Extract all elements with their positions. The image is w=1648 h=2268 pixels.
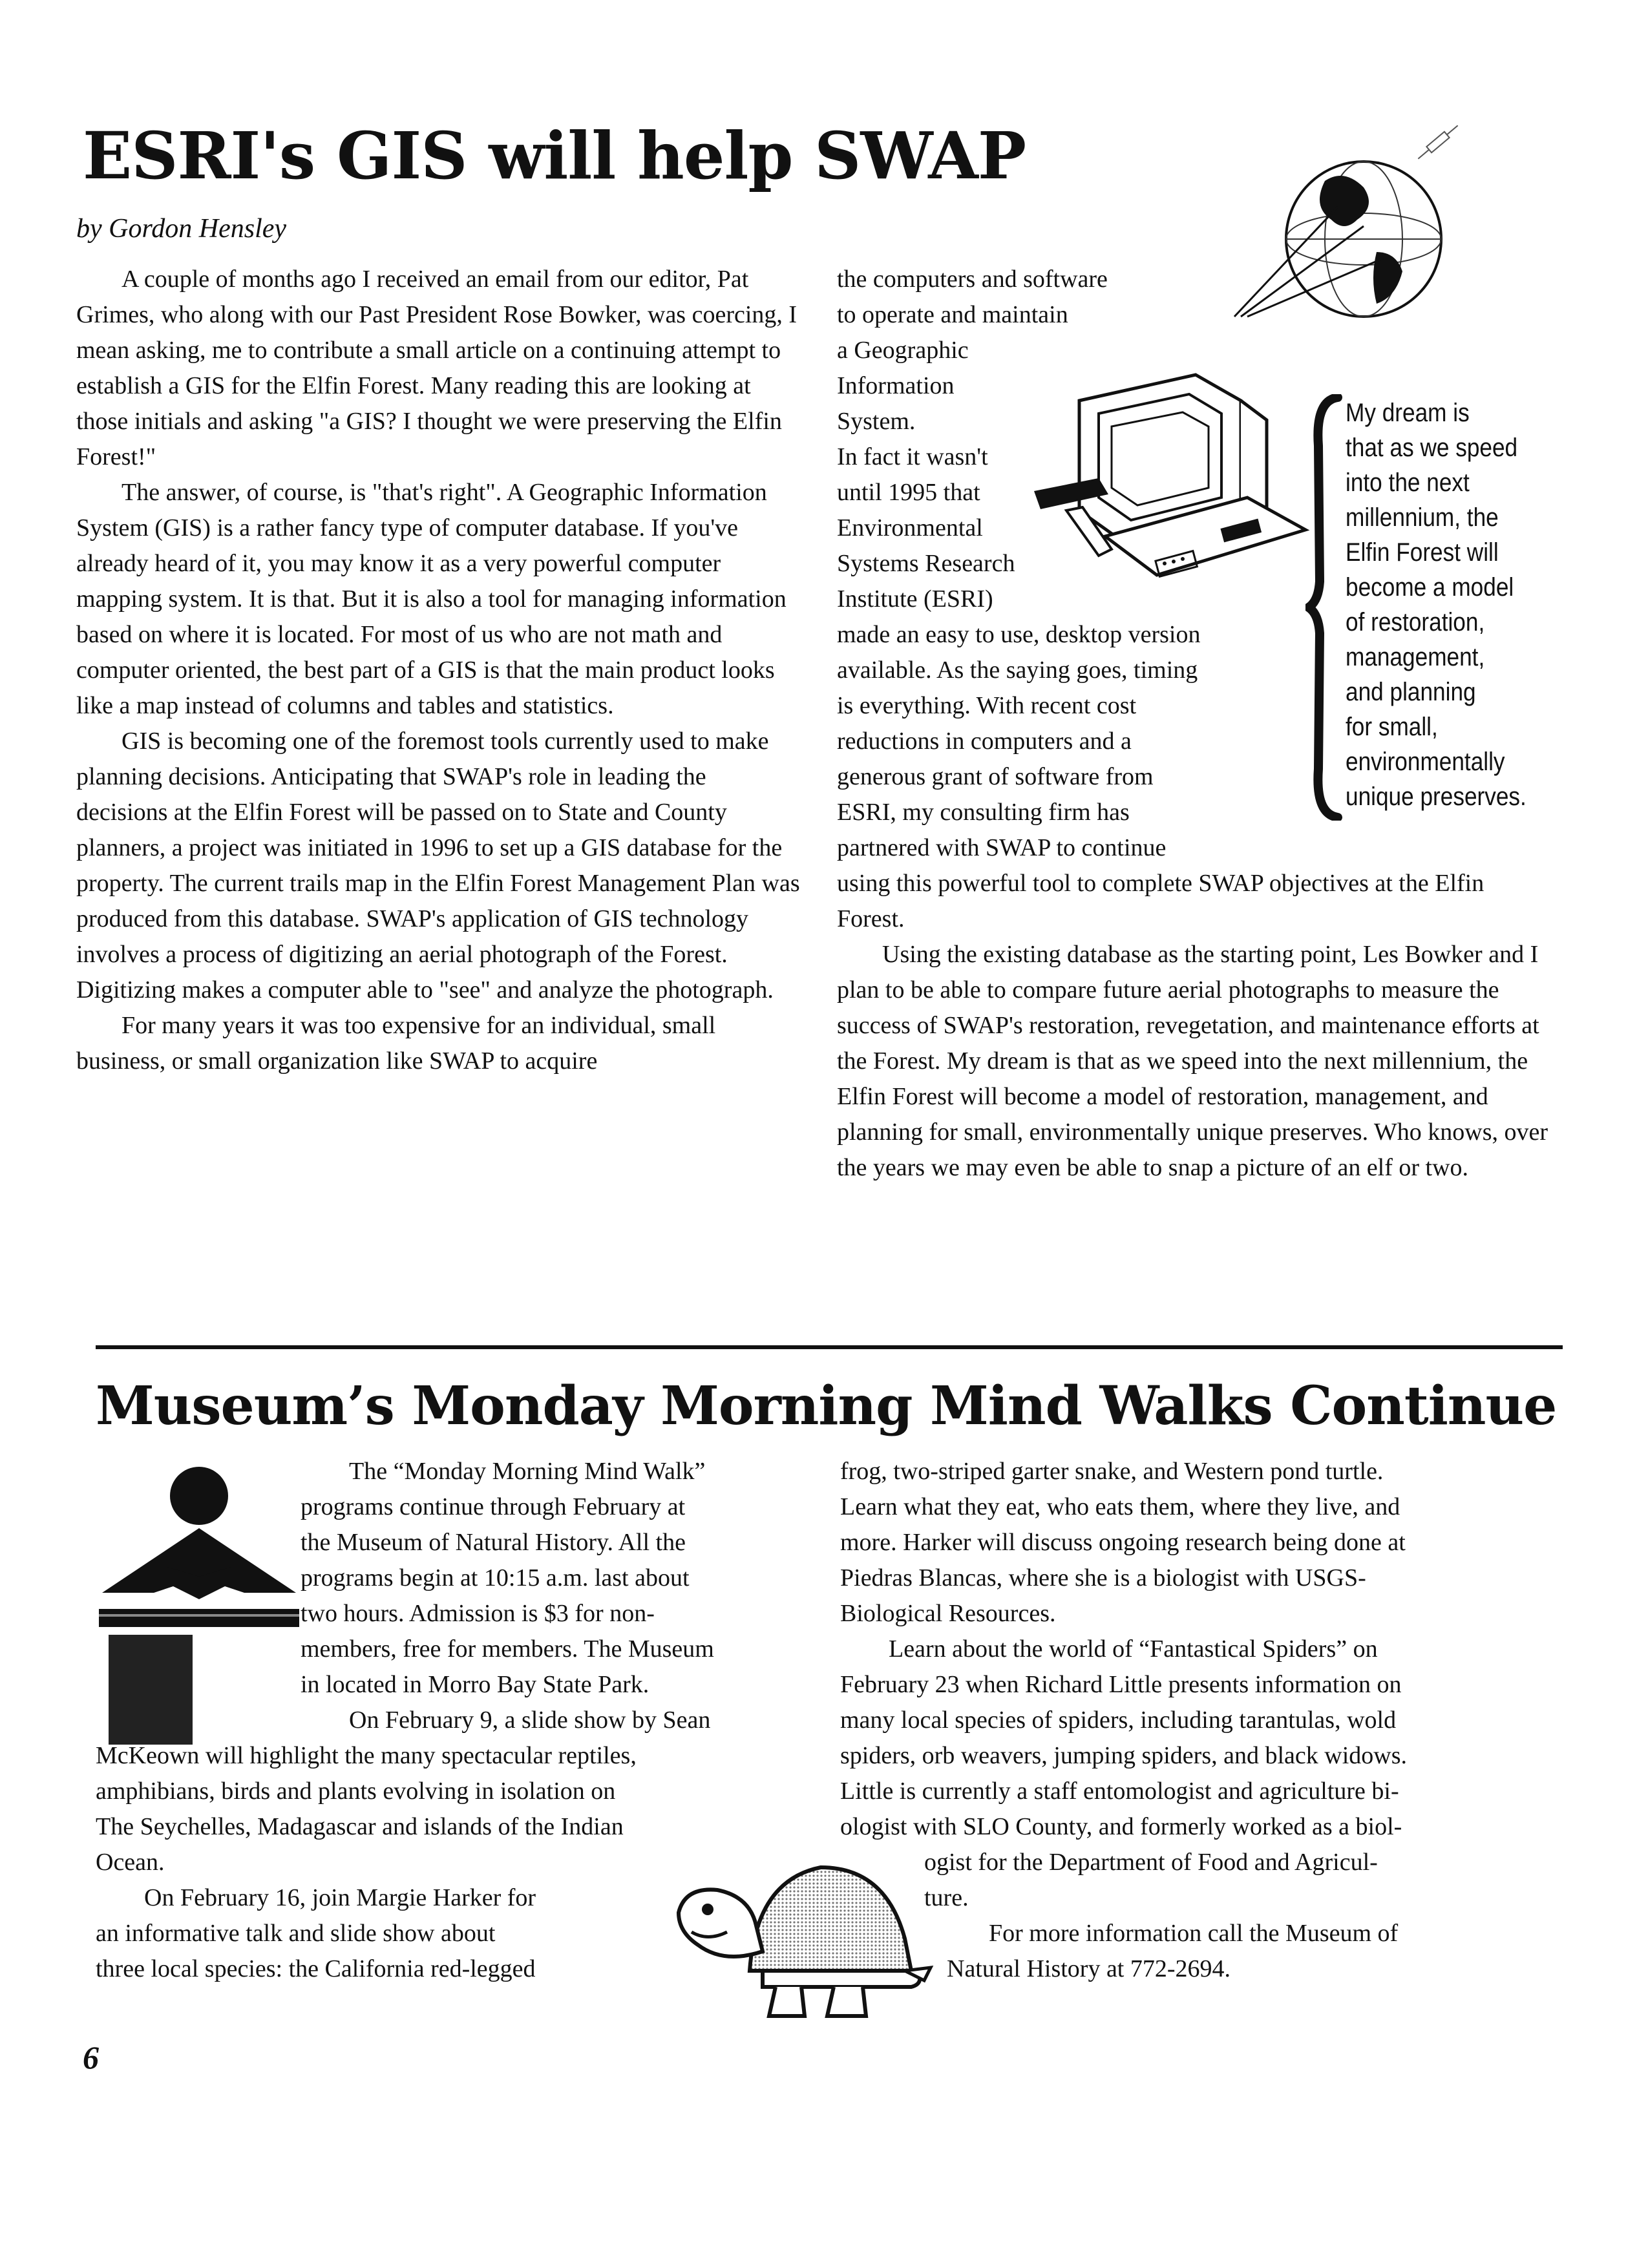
text-line: a Geographic [837,337,969,364]
section-divider [96,1345,1563,1349]
pullquote-line: for small, [1346,713,1438,741]
text-line: the computers and software [837,266,1108,293]
text-line: the Museum of Natural History. All the [301,1529,686,1556]
text-line: made an easy to use, desktop version [837,621,1201,648]
pullquote-line: become a model [1346,573,1514,602]
text-line: to operate and maintain [837,301,1068,328]
pullquote-line: environmentally [1346,748,1505,776]
pullquote-brace-icon [1305,394,1344,821]
text-line: For more information call the Museum of [989,1920,1399,1947]
text-line: more. Harker will discuss ongoing research being done at [840,1529,1406,1556]
pullquote-line: of restoration, [1346,608,1485,636]
article1-paragraph: Using the existing database as the starting point, Les Bowker and I plan to be able to compare future aerial photographs to measure the success of SWAP's restoration, revegetation, and maintenance efforts at the Forest. My dream is that as we speed into the next millennium, the Elfin Forest will become a model of restoration, management, and planning for small, environmentally unique preserves. Who knows, over the years we may even be able to snap a picture of an elf or two. [837,941,1548,1181]
reader-book-icon [96,1464,302,1748]
text-line: The Seychelles, Madagascar and islands of the Indian [96,1813,624,1840]
text-line: programs begin at 10:15 a.m. last about [301,1564,690,1591]
text-line: Learn what they eat, who eats them, where they live, and [840,1493,1400,1520]
article2-right-column [840,1454,1570,1987]
pullquote-line: My dream is [1346,399,1470,427]
text-line: programs continue through February at [301,1493,686,1520]
text-line: ESRI, my consulting firm has [837,799,1130,826]
pullquote-line: unique preserves. [1346,782,1527,811]
text-line: many local species of spiders, including tarantulas, wold [840,1706,1397,1734]
text-line: The “Monday Morning Mind Walk” [349,1458,706,1485]
article1-paragraph: GIS is becoming one of the foremost tools currently used to make planning decisions. Anticipating that SWAP's role in leading the decisions at the Elfin Forest will be passed on to State and County planners, a project was initiated in 1996 to set up a GIS database for the property. The current trails map in the Elfin Forest Management Plan was produced from this database. SWAP's application of GIS technology involves a process of digitizing an aerial photograph of the Forest. Digitizing makes a computer able to "see" and analyze the photograph. [76,728,800,1003]
text-line: partnered with SWAP to continue [837,834,1167,861]
text-line: System. [837,408,916,435]
computer-icon [1028,362,1312,594]
text-line: Learn about the world of “Fantastical Spiders” on [889,1635,1378,1663]
text-line: is everything. With recent cost [837,692,1137,719]
text-line: Information [837,372,955,399]
text-line: an informative talk and slide show about [96,1920,496,1947]
pullquote-line: and planning [1346,678,1476,706]
text-line: On February 16, join Margie Harker for [144,1884,536,1911]
article2-left-top [301,1454,805,1738]
article1-byline: by Gordon Hensley [76,214,287,244]
text-line: in located in Morro Bay State Park. [301,1671,650,1698]
text-line: Systems Research [837,550,1015,577]
article1-paragraph: A couple of months ago I received an email from our editor, Pat Grimes, who along with our Past President Rose Bowker, was coercing, I mean asking, me to contribute a small article on a continuing attempt to establish a GIS for the Elfin Forest. Many reading this are looking at those initials and asking "a GIS? I thought we were preserving the Elfin Forest!" [76,266,798,470]
text-line: ogist for the Department of Food and Agricul- [924,1849,1378,1876]
text-line: reductions in computers and a [837,728,1132,755]
article1-title: ESRI's GIS will help SWAP [83,118,1026,194]
article1-paragraph: For many years it was too expensive for an individual, small business, or small organization like SWAP to acquire [76,1012,716,1075]
text-line: Piedras Blancas, where she is a biologist with USGS- [840,1564,1366,1591]
page-number: 6 [83,2039,99,2075]
pullquote-line: management, [1346,643,1485,671]
text-line: McKeown will highlight the many spectacular reptiles, [96,1742,637,1769]
text-line: spiders, orb weavers, jumping spiders, and black widows. [840,1742,1408,1769]
text-line: frog, two-striped garter snake, and Western pond turtle. [840,1458,1384,1485]
text-line: Ocean. [96,1849,165,1876]
text-line: generous grant of software from [837,763,1154,790]
text-line: Biological Resources. [840,1600,1056,1627]
text-line: members, free for members. The Museum [301,1635,714,1663]
text-line: ture. [924,1884,969,1911]
turtle-icon [672,1854,944,2022]
text-line: February 23 when Richard Little presents information on [840,1671,1402,1698]
text-line: Environmental [837,514,983,541]
text-line: ologist with SLO County, and formerly worked as a biol- [840,1813,1402,1840]
pullquote-line: into the next [1346,468,1470,497]
article2-title: Museum’s Monday Morning Mind Walks Continue [96,1375,1557,1437]
pullquote-line: millennium, the [1346,503,1499,532]
article1-right-column-bottom [837,866,1558,1186]
text-line: three local species: the California red-legged [96,1955,536,1982]
text-line: available. As the saying goes, timing [837,656,1198,684]
text-line: In fact it wasn't [837,443,988,470]
pullquote [1346,395,1550,814]
text-line: amphibians, birds and plants evolving in isolation on [96,1778,616,1805]
text-line: Natural History at 772-2694. [947,1955,1231,1982]
article1-left-column [76,262,803,1079]
globe-satellite-icon [1215,110,1486,323]
text-line: two hours. Admission is $3 for non- [301,1600,655,1627]
text-line: On February 9, a slide show by Sean [349,1706,711,1734]
pullquote-line: Elfin Forest will [1346,538,1499,567]
article1-paragraph: The answer, of course, is "that's right". A Geographic Information System (GIS) is a rather fancy type of computer database. If you've already heard of it, you may know it as a very powerful computer mapping system. It is that. But it is also a tool for managing information based on where it is located. For most of us who are not math and computer oriented, the best part of a GIS is that the main product looks like a map instead of columns and tables and statistics. [76,479,787,719]
pullquote-line: that as we speed [1346,434,1518,462]
article1-paragraph: using this powerful tool to complete SWAP objectives at the Elfin Forest. [837,870,1484,932]
text-line: until 1995 that [837,479,980,506]
text-line: Institute (ESRI) [837,585,993,613]
text-line: Little is currently a staff entomologist and agriculture bi- [840,1778,1399,1805]
